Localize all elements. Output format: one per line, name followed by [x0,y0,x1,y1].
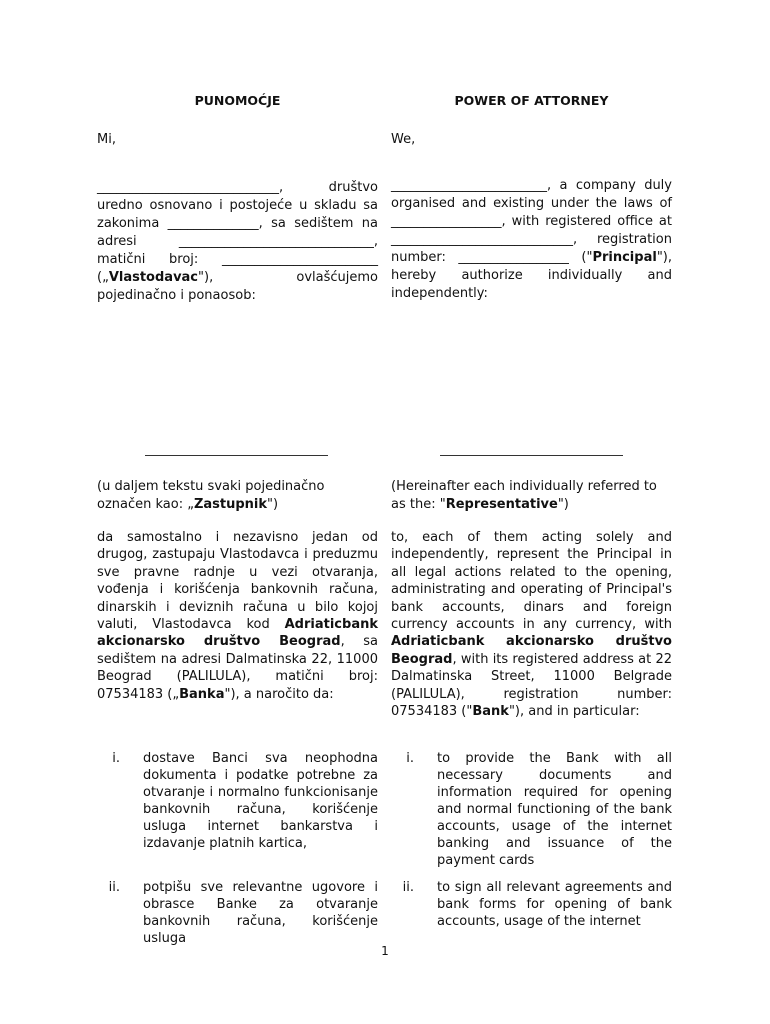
blank-company[interactable]: ____________________________ [97,180,279,195]
list-item: to provide the Bank with all necessary documents and information required for opening and normal functioning of the bank accounts, usage of the internet banking and issuance of the payment cards [437,751,672,868]
representative-line-right[interactable] [440,455,623,456]
authorization-paragraph-left: da samostalno i nezavisno jedan od drugog, zastupaju Vlastodavca i preduzmu sve pravne radnje u vezi otvaranja, vođenja i korišćenja bankovnih računa, dinarskih i deviznih računa u bilo kojoj valuti, Vlastodavca kod Adriaticbank akcionarsko društvo Beograd, sa sedištem na adresi Dalmatinska 22, 11000 Beograd (PALILULA), matični broj: 07534183 („Banka"), a naročito da: [97,530,378,702]
hereinafter-right: (Hereinafter each individually referred to as the: "Representative") [391,479,657,512]
title-right: POWER OF ATTORNEY [454,93,609,108]
bank-short-term: Banka [179,686,225,702]
representative-line-left[interactable] [145,455,328,456]
intro-right: ________________________, a company duly organised and existing under the laws of _________________, with registered office at ____________________________, registration number: _________________ ("Principal"), hereby authorize individually and independently: [391,178,672,301]
blank-registration[interactable]: ________________________ [222,252,378,267]
item-number: i. [406,751,414,766]
hereinafter-left: (u daljem tekstu svaki pojedinačno označen kao: „Zastupnik") [97,479,325,512]
principal-term: Vlastodavac [108,270,199,285]
list-item: potpišu sve relevantne ugovore i obrasce Banke za otvaranje bankovnih računa, korišćenje usluga [143,880,378,946]
blank-laws[interactable]: _________________ [391,214,502,229]
list-item: to sign all relevant agreements and bank forms for opening of bank accounts, usage of the internet [437,880,672,929]
bank-short-term: Bank [472,704,509,720]
blank-office[interactable]: ____________________________ [391,232,573,247]
item-number: i. [112,751,120,766]
item-number: ii. [108,880,120,895]
blank-company[interactable]: ________________________ [391,178,547,193]
list-item: dostave Banci sva neophodna dokumenta i podatke potrebne za otvaranje i normalno funkcionisanje bankovnih računa, korišćenje usluga internet bankarstva i izdavanje platnih kartica, [143,751,378,851]
bank-name: Adriaticbank akcionarsko društvo Beograd [391,634,672,667]
page-number: 1 [381,944,389,958]
principal-term: Principal [592,250,657,265]
greeting-left: Mi, [97,132,116,147]
authorization-paragraph-right: to, each of them acting solely and independently, represent the Principal in all legal actions related to the opening, administrating and operating of Principal's bank accounts, dinars and foreign currency accounts in any currency, with Adriaticbank akcionarsko društvo Beograd, with its registered address at 22 Dalmatinska Street, 11000 Belgrade (PALILULA), registration number: 07534183 ("Bank"), and in particular: [391,530,672,720]
blank-registration[interactable]: _________________ [458,250,569,265]
title-left: PUNOMOĆJE [194,93,281,108]
item-number: ii. [402,880,414,895]
intro-left: ____________________________, društvo uredno osnovano i postojeće u skladu sa zakonima ______________, sa sedištem na adresi ______________________________, matični broj: ________________________ („Vlastodavac"), ovlašćujemo pojedinačno i ponaosob: [97,180,378,303]
representative-term: Zastupnik [193,497,268,512]
blank-founded-laws[interactable]: ______________ [167,216,259,231]
representative-term: Representative [445,497,558,512]
bank-name: Adriaticbank akcionarsko društvo Beograd [97,617,378,650]
greeting-right: We, [391,132,416,147]
blank-address[interactable]: ______________________________ [178,234,374,249]
